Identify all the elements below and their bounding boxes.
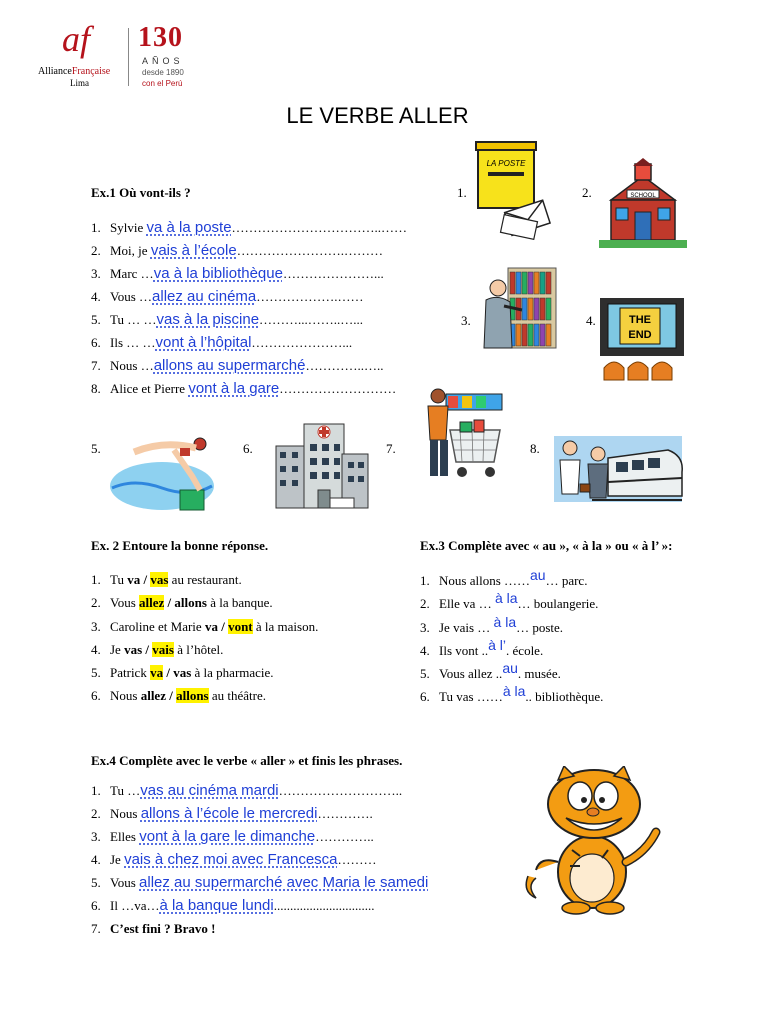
ex4-item: 5. Vous allez au supermarché avec Maria le samedi — [91, 874, 429, 891]
ex3-answer: au — [530, 567, 546, 583]
ex3-item: 5. Vous allez ..au. musée. — [420, 660, 561, 681]
ex2-option[interactable]: allons — [176, 688, 209, 703]
ex1-item: 3. Marc …va à la bibliothèque…………………... — [91, 265, 384, 282]
ex4-final-text: C’est fini ? Bravo ! — [110, 921, 216, 936]
ex2-heading: Ex. 2 Entoure la bonne réponse. — [91, 538, 269, 553]
school-icon — [597, 158, 689, 250]
ex1-answer: vont à la gare — [188, 380, 280, 397]
movie-screen-icon — [598, 296, 688, 382]
pic-label-1: 1. — [457, 185, 467, 200]
ex2-item: 3. Caroline et Marie va / vont à la maison. — [91, 619, 319, 634]
ex1-item: 1. Sylvie va à la poste……………………………..…… — [91, 219, 408, 236]
ex1-item: 7. Nous …allons au supermarché…………..….. — [91, 357, 384, 374]
ex3-item: 6. Tu vas ……à la.. bibliothèque. — [420, 683, 604, 704]
ex4-item: 6. Il …va…à la banque lundi............................... — [91, 897, 375, 914]
ex3-heading: Ex.3 Complète avec « au », « à la » ou « à l’ »: — [420, 538, 673, 553]
ex2-option[interactable]: va — [150, 665, 164, 680]
pic-label-2: 2. — [582, 185, 592, 200]
ex3-answer: au — [502, 660, 518, 676]
ex1-answer: vais à l’école — [150, 242, 237, 259]
ex2-item: 2. Vous allez / allons à la banque. — [91, 595, 273, 610]
mailbox-icon — [472, 140, 562, 240]
ex1-item: 4. Vous …allez au cinéma……………….…… — [91, 288, 364, 305]
ex4-item: 4. Je vais à chez moi avec Francesca……… — [91, 851, 377, 868]
svg-text:SCHOOL: SCHOOL — [630, 193, 656, 199]
svg-text:THE: THE — [629, 314, 651, 326]
ex1-item: 6. Ils … …vont à l’hôpital…………………... — [91, 334, 353, 351]
ex1-answer: va à la bibliothèque — [153, 265, 283, 282]
ex1-answer: vont à l’hôpital — [155, 334, 252, 351]
ex3-answer: à l’ — [488, 637, 507, 653]
shopper-cart-icon — [416, 384, 506, 486]
svg-text:END: END — [628, 329, 652, 341]
ex1-item: 5. Tu … …vas à la piscine………...……..…... — [91, 311, 364, 328]
ex3-item: 4. Ils vont ..à l’. école. — [420, 637, 544, 658]
anniversary-logo — [138, 22, 208, 92]
ex1-item: 2. Moi, je vais à l’école…………………….……… — [91, 242, 383, 259]
ex1-answer: va à la poste — [146, 219, 232, 236]
ex2-option[interactable]: vais — [152, 642, 174, 657]
ex2-option[interactable]: vas — [124, 642, 143, 657]
ex4-answer: vont à la gare le dimanche — [139, 828, 316, 845]
ex4-answer: vas au cinéma mardi — [140, 782, 279, 799]
ex2-option[interactable]: va — [204, 619, 218, 634]
af-mark: af — [62, 19, 91, 59]
ex1-answer: allez au cinéma — [152, 288, 257, 305]
ex4-item: 3. Elles vont à la gare le dimanche………….. — [91, 828, 374, 845]
ex1-answer: vas à la piscine — [156, 311, 260, 328]
ex2-option[interactable]: va — [127, 572, 141, 587]
pic-label-7: 7. — [386, 441, 396, 456]
ex2-option[interactable]: vas — [173, 665, 192, 680]
ex2-item: 6. Nous allez / allons au théâtre. — [91, 688, 266, 703]
brand-name: AllianceFrançaise — [38, 66, 111, 77]
pic-label-8: 8. — [530, 441, 540, 456]
ex1-item: 8. Alice et Pierre vont à la gare……………………… — [91, 380, 397, 397]
ex3-item: 2. Elle va … à la… boulangerie. — [420, 590, 599, 611]
ex4-answer: allez au supermarché avec Maria le samedi — [139, 874, 429, 891]
anniversary-with: con el Perú — [142, 79, 183, 88]
ex4-answer: à la banque lundi — [159, 897, 274, 914]
ex4-answer: allons à l’école le mercredi — [140, 805, 318, 822]
ex2-option[interactable]: allez — [139, 595, 165, 610]
ex2-item: 5. Patrick va / vas à la pharmacie. — [91, 665, 274, 680]
logo-divider — [128, 28, 129, 86]
ex3-answer: à la — [502, 683, 526, 699]
ex2-item: 1. Tu va / vas au restaurant. — [91, 572, 242, 587]
page-title: LE VERBE ALLER — [286, 103, 469, 128]
pic-label-3: 3. — [461, 313, 471, 328]
ex4-final-line: 7. C’est fini ? Bravo ! — [91, 921, 216, 936]
swimmer-icon — [104, 432, 216, 514]
ex3-answer: à la — [493, 614, 517, 630]
hospital-icon — [268, 418, 372, 512]
pic-label-4: 4. — [586, 313, 596, 328]
ex4-item: 1. Tu …vas au cinéma mardi……………………….. — [91, 782, 403, 799]
brand-city: Lima — [70, 78, 89, 88]
svg-text:LA POSTE: LA POSTE — [486, 159, 526, 168]
ex2-option[interactable]: allons — [174, 595, 207, 610]
ex4-answer: vais à chez moi avec Francesca — [124, 851, 338, 868]
ex2-option[interactable]: vas — [150, 572, 169, 587]
anniversary-word: AÑOS — [142, 56, 184, 66]
cartoon-cat-icon — [522, 766, 668, 916]
ex1-answer: allons au supermarché — [153, 357, 306, 374]
train-station-icon — [552, 432, 684, 506]
ex3-answer: à la — [494, 590, 518, 606]
anniversary-since: desde 1890 — [142, 68, 184, 77]
pic-label-6: 6. — [243, 441, 253, 456]
ex2-option[interactable]: vont — [228, 619, 253, 634]
pic-label-5: 5. — [91, 441, 101, 456]
ex1-heading: Ex.1 Où vont-ils ? — [91, 185, 191, 200]
librarian-icon — [478, 266, 560, 352]
ex4-heading: Ex.4 Complète avec le verbe « aller » et finis les phrases. — [91, 753, 403, 768]
ex2-option[interactable]: allez — [140, 688, 166, 703]
ex2-item: 4. Je vas / vais à l’hôtel. — [91, 642, 224, 657]
anniversary-number: 130 — [138, 22, 183, 53]
ex4-item: 2. Nous allons à l’école le mercredi…………. — [91, 805, 373, 822]
ex3-item: 1. Nous allons ……au… parc. — [420, 567, 588, 588]
ex3-item: 3. Je vais … à la… poste. — [420, 614, 564, 635]
